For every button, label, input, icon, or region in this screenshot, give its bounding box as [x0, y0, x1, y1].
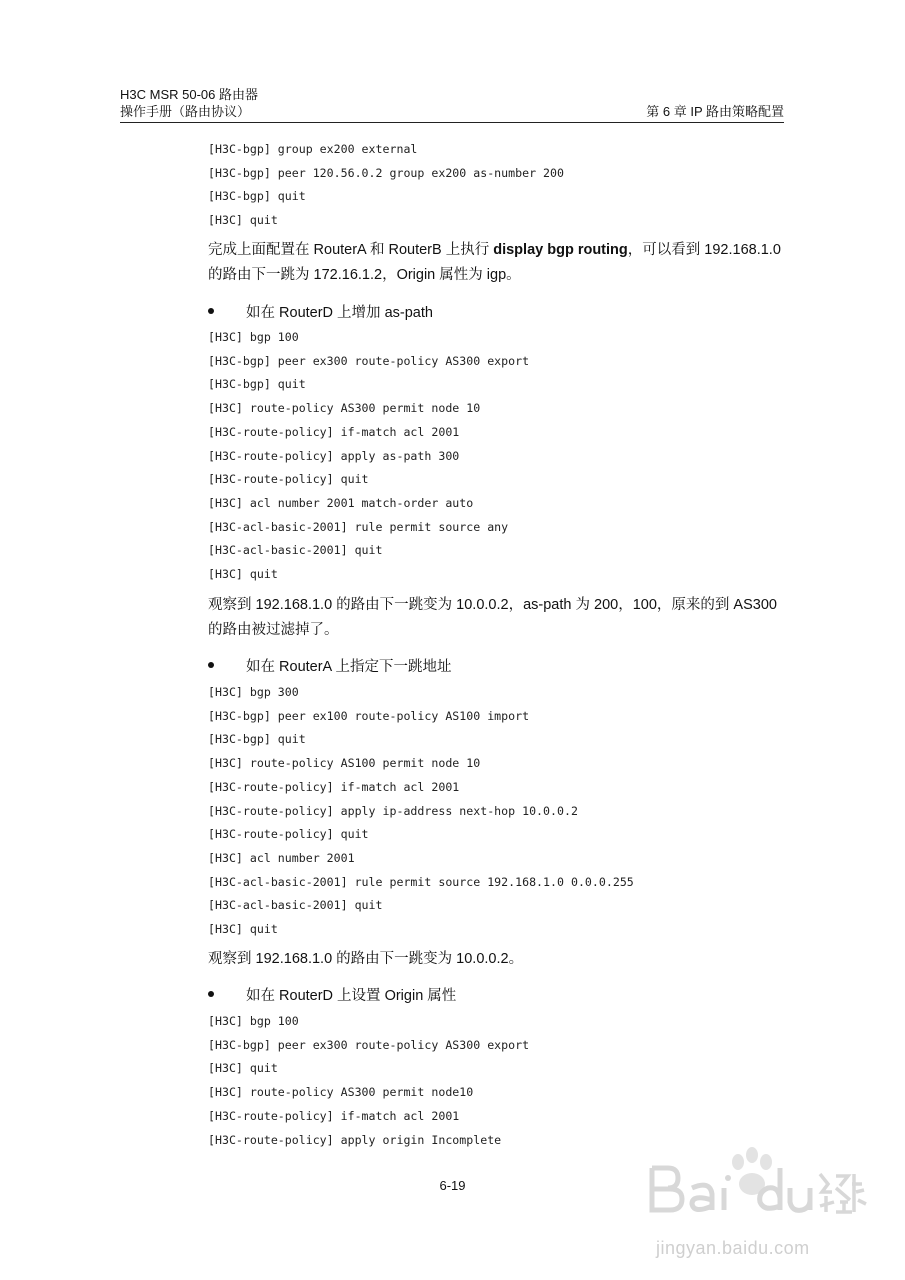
code-line: [H3C] quit: [208, 1061, 278, 1076]
command-text: display bgp routing: [493, 242, 628, 258]
code-line: [H3C-route-policy] quit: [208, 472, 369, 487]
code-line: [H3C] bgp 100: [208, 1014, 299, 1028]
code-line: [H3C-bgp] peer ex100 route-policy AS100 import: [208, 708, 530, 723]
watermark-url: jingyan.baidu.com: [656, 1238, 810, 1258]
page-number: 6-19: [439, 1178, 466, 1193]
code-line: [H3C] acl number 2001 match-order auto: [208, 495, 474, 510]
bullet-item-3: [208, 986, 456, 1006]
code-line: [H3C] bgp 300: [208, 685, 299, 699]
bullet-icon: [208, 991, 214, 997]
code-line: [H3C-acl-basic-2001] quit: [208, 898, 383, 913]
code-line: [H3C] acl number 2001: [208, 850, 355, 865]
code-line: [H3C-bgp] peer 120.56.0.2 group ex200 as-number 200: [208, 165, 564, 180]
code-line: [H3C-route-policy] apply origin Incomplete: [208, 1132, 502, 1147]
code-line: [H3C-route-policy] if-match acl 2001: [208, 424, 460, 439]
code-line: [H3C-route-policy] quit: [208, 827, 369, 842]
baidu-watermark-logo: [640, 1140, 870, 1250]
code-line: [H3C] quit: [208, 213, 278, 228]
manual-title: 操作手册（路由协议）: [120, 104, 251, 119]
code-line: [H3C] route-policy AS300 permit node10: [208, 1085, 474, 1100]
code-block-1: [208, 138, 564, 233]
bullet-item-1: [208, 303, 433, 323]
header-rule: [120, 122, 784, 123]
code-line: [H3C] bgp 100: [208, 330, 299, 344]
code-line: [H3C-route-policy] apply as-path 300: [208, 448, 460, 463]
code-line: [H3C-bgp] quit: [208, 377, 306, 392]
header-line: [120, 103, 784, 120]
paragraph-3: 观察到 192.168.1.0 的路由下一跳变为 10.0.0.2。: [208, 951, 524, 967]
chapter-title: 第 6 章 IP 路由策略配置: [646, 104, 784, 119]
code-line: [H3C-bgp] peer ex300 route-policy AS300 export: [208, 1037, 530, 1052]
bullet-text: 如在 RouterD 上设置 Origin 属性: [246, 988, 457, 1004]
page-header: [120, 86, 784, 120]
code-line: [H3C] route-policy AS300 permit node 10: [208, 401, 481, 416]
code-line: [H3C] quit: [208, 567, 278, 582]
code-line: [H3C-acl-basic-2001] rule permit source any: [208, 519, 509, 534]
code-line: [H3C] quit: [208, 922, 278, 937]
bullet-text: 如在 RouterA 上指定下一跳地址: [246, 659, 452, 675]
para-text: ，可以看到 192.168.1.0 的路由下一跳为 172.16.1.2，Origin 属性为 igp。: [208, 242, 781, 283]
code-block-4: [208, 1010, 529, 1152]
code-line: [H3C-route-policy] if-match acl 2001: [208, 779, 460, 794]
code-line: [H3C-bgp] quit: [208, 732, 306, 747]
bullet-icon: [208, 662, 214, 668]
paragraph-1: [208, 238, 784, 288]
para-text: 完成上面配置在 RouterA 和 RouterB 上执行: [208, 242, 494, 258]
code-line: [H3C-bgp] quit: [208, 189, 306, 204]
code-line: [H3C] route-policy AS100 permit node 10: [208, 756, 481, 771]
bullet-text: 如在 RouterD 上增加 as-path: [246, 305, 433, 321]
code-line: [H3C-acl-basic-2001] rule permit source 192.168.1.0 0.0.0.255: [208, 874, 634, 889]
bullet-icon: [208, 308, 214, 314]
bullet-item-2: [208, 657, 451, 677]
code-line: [H3C-bgp] peer ex300 route-policy AS300 export: [208, 353, 530, 368]
code-line: [H3C-route-policy] if-match acl 2001: [208, 1108, 460, 1123]
code-block-3: [208, 681, 634, 942]
product-name: H3C MSR 50-06 路由器: [120, 87, 258, 102]
code-line: [H3C-bgp] group ex200 external: [208, 142, 418, 156]
code-block-2: [208, 326, 529, 587]
code-line: [H3C-acl-basic-2001] quit: [208, 543, 383, 558]
paragraph-2: 观察到 192.168.1.0 的路由下一跳变为 10.0.0.2，as-path 为 200，100，原来的到 AS300 的路由被过滤掉了。: [208, 597, 777, 638]
code-line: [H3C-route-policy] apply ip-address next-hop 10.0.0.2: [208, 803, 578, 818]
